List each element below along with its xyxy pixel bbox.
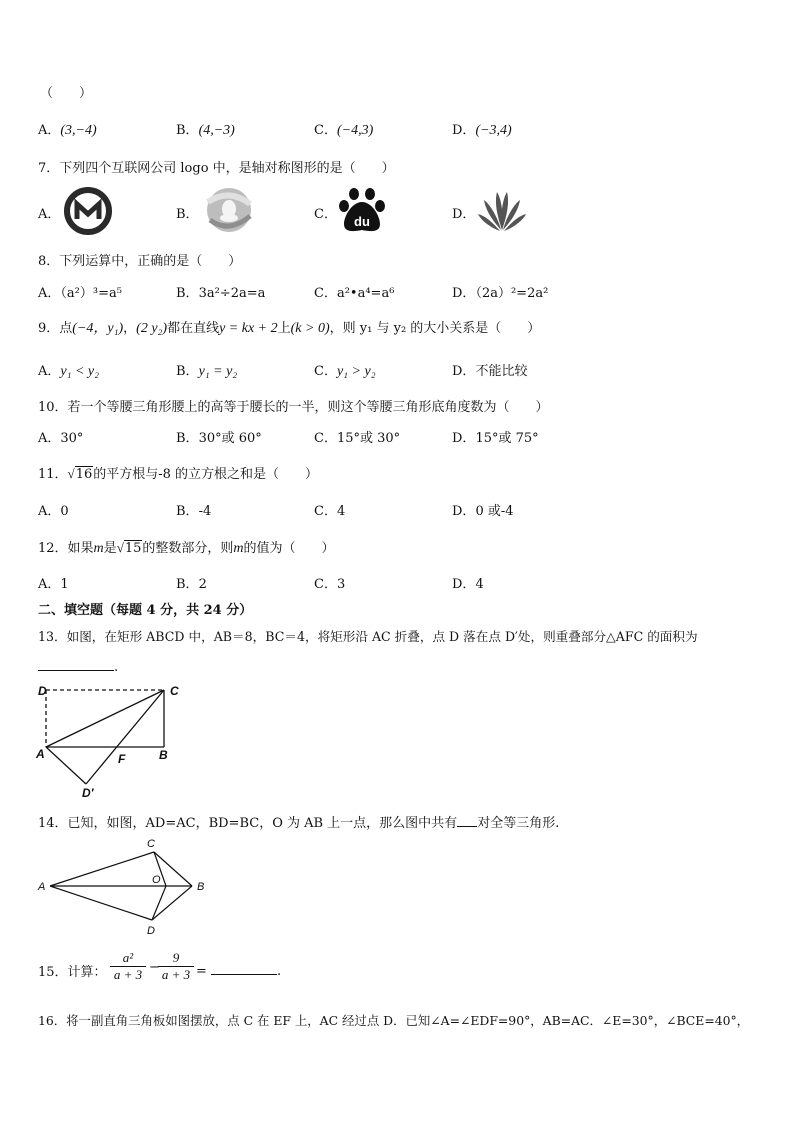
q15-prefix: 15．计算： (38, 965, 107, 980)
q9-option-a: A．y₁ < y₂ (38, 364, 99, 379)
q10-option-c: C．15°或 30° (314, 431, 401, 446)
q13-label-c: C (170, 684, 179, 698)
q6-option-b: B．(4,−3) (176, 123, 235, 138)
q13-label-dprime: D′ (82, 786, 94, 800)
q7-stem: 7．下列四个互联网公司 logo 中，是轴对称图形的是（ ） (38, 161, 395, 176)
q14-stem: 14．已知，如图，AD=AC，BD=BC，O 为 AB 上一点，那么图中共有 对全等三角形. (38, 812, 559, 831)
q8-option-a: A．（a²）³=a⁵ (38, 286, 122, 301)
section-heading: 二、填空题（每题 4 分，共 24 分） (38, 603, 253, 618)
q11-option-d: D．0 或-4 (452, 504, 514, 519)
q13-stem: 13．如图，在矩形 ABCD 中，AB＝8，BC＝4，将矩形沿 AC 折叠，点 D 落在点 D′处，则重叠部分△AFC 的面积为 (38, 629, 698, 644)
q10-stem: 10．若一个等腰三角形腰上的高等于腰长的一半，则这个等腰三角形底角度数为（ ） (38, 400, 549, 415)
q8-stem: 8．下列运算中，正确的是（ ） (38, 254, 242, 269)
baidu-paw-logo-icon (338, 186, 386, 234)
q13-label-f: F (118, 752, 126, 766)
q11-option-a: A．0 (38, 504, 69, 519)
maxthon-logo-icon (62, 187, 114, 235)
q13-label-a: A (36, 747, 45, 761)
q13-label-d: D (38, 684, 47, 698)
baidu-logo-text: du (354, 214, 370, 229)
q15-blank (211, 960, 277, 975)
q15-answer: = . (196, 960, 281, 979)
q6-option-d: D．(−3,4) (452, 123, 512, 138)
q13-answer-line: . (38, 656, 118, 675)
q11-option-c: C．4 (314, 504, 346, 519)
q16-stem: 16．将一副直角三角板如图摆放，点 C 在 EF 上，AC 经过点 D．已知∠A=∠EDF=90°，AB=AC．∠E=30°，∠BCE=40°， (38, 1013, 750, 1028)
q13-figure (34, 680, 194, 802)
q7-option-c-label: C． (314, 207, 337, 222)
q8-option-d: D．（2a）²=2a² (452, 286, 549, 301)
q7-option-a-label: A． (38, 207, 61, 222)
q6-option-a: A．(3,−4) (38, 123, 97, 138)
q11-option-b: B．-4 (176, 504, 212, 519)
q9-stem: 9．点(−4，y₁)，(2 y₂)都在直线y = kx + 2上(k > 0)，则 y₁ 与 y₂ 的大小关系是（ ） (38, 321, 541, 336)
q12-option-a: A．1 (38, 577, 69, 592)
q14-blank (457, 812, 477, 827)
q11-radicand: 16 (75, 467, 93, 482)
q11-stem: 11．√16的平方根与-8 的立方根之和是（ ） (38, 466, 319, 482)
q12-option-d: D．4 (452, 577, 484, 592)
q12-option-c: C．3 (314, 577, 346, 592)
q13-label-b: B (159, 748, 168, 762)
q9-option-d: D．不能比较 (452, 364, 528, 379)
q12-radicand: 15 (124, 541, 142, 556)
qq-browser-logo-icon (200, 184, 258, 236)
q12-stem: 12．如果m是√15的整数部分，则m的值为（ ） (38, 540, 335, 556)
prev-question-paren: （ ） (40, 86, 93, 101)
q9-option-b: B．y₁ = y₂ (176, 364, 238, 379)
q14-label-o: O (152, 874, 161, 886)
q15-minus: − (149, 960, 160, 975)
q7-option-d-label: D． (452, 207, 476, 222)
q10-option-d: D．15°或 75° (452, 431, 539, 446)
q10-option-b: B．30°或 60° (176, 431, 262, 446)
huawei-logo-icon (476, 188, 528, 232)
q13-blank (38, 656, 114, 671)
q14-label-a: A (38, 881, 46, 893)
q6-option-c: C．(−4,3) (314, 123, 374, 138)
q10-option-a: A．30° (38, 431, 84, 446)
q14-label-d: D (147, 925, 155, 937)
q12-option-b: B．2 (176, 577, 207, 592)
q15-fraction-1: a² a + 3 (110, 950, 146, 983)
q9-option-c: C．y₁ > y₂ (314, 364, 376, 379)
q8-option-c: C．a²•a⁴=a⁶ (314, 286, 395, 301)
q7-option-b-label: B． (176, 207, 199, 222)
q8-option-b: B．3a²÷2a=a (176, 286, 266, 301)
q15-fraction-2: 9 a + 3 (158, 950, 194, 983)
q14-label-b: B (197, 881, 205, 893)
q14-figure (34, 834, 214, 938)
q14-label-c: C (147, 838, 155, 850)
